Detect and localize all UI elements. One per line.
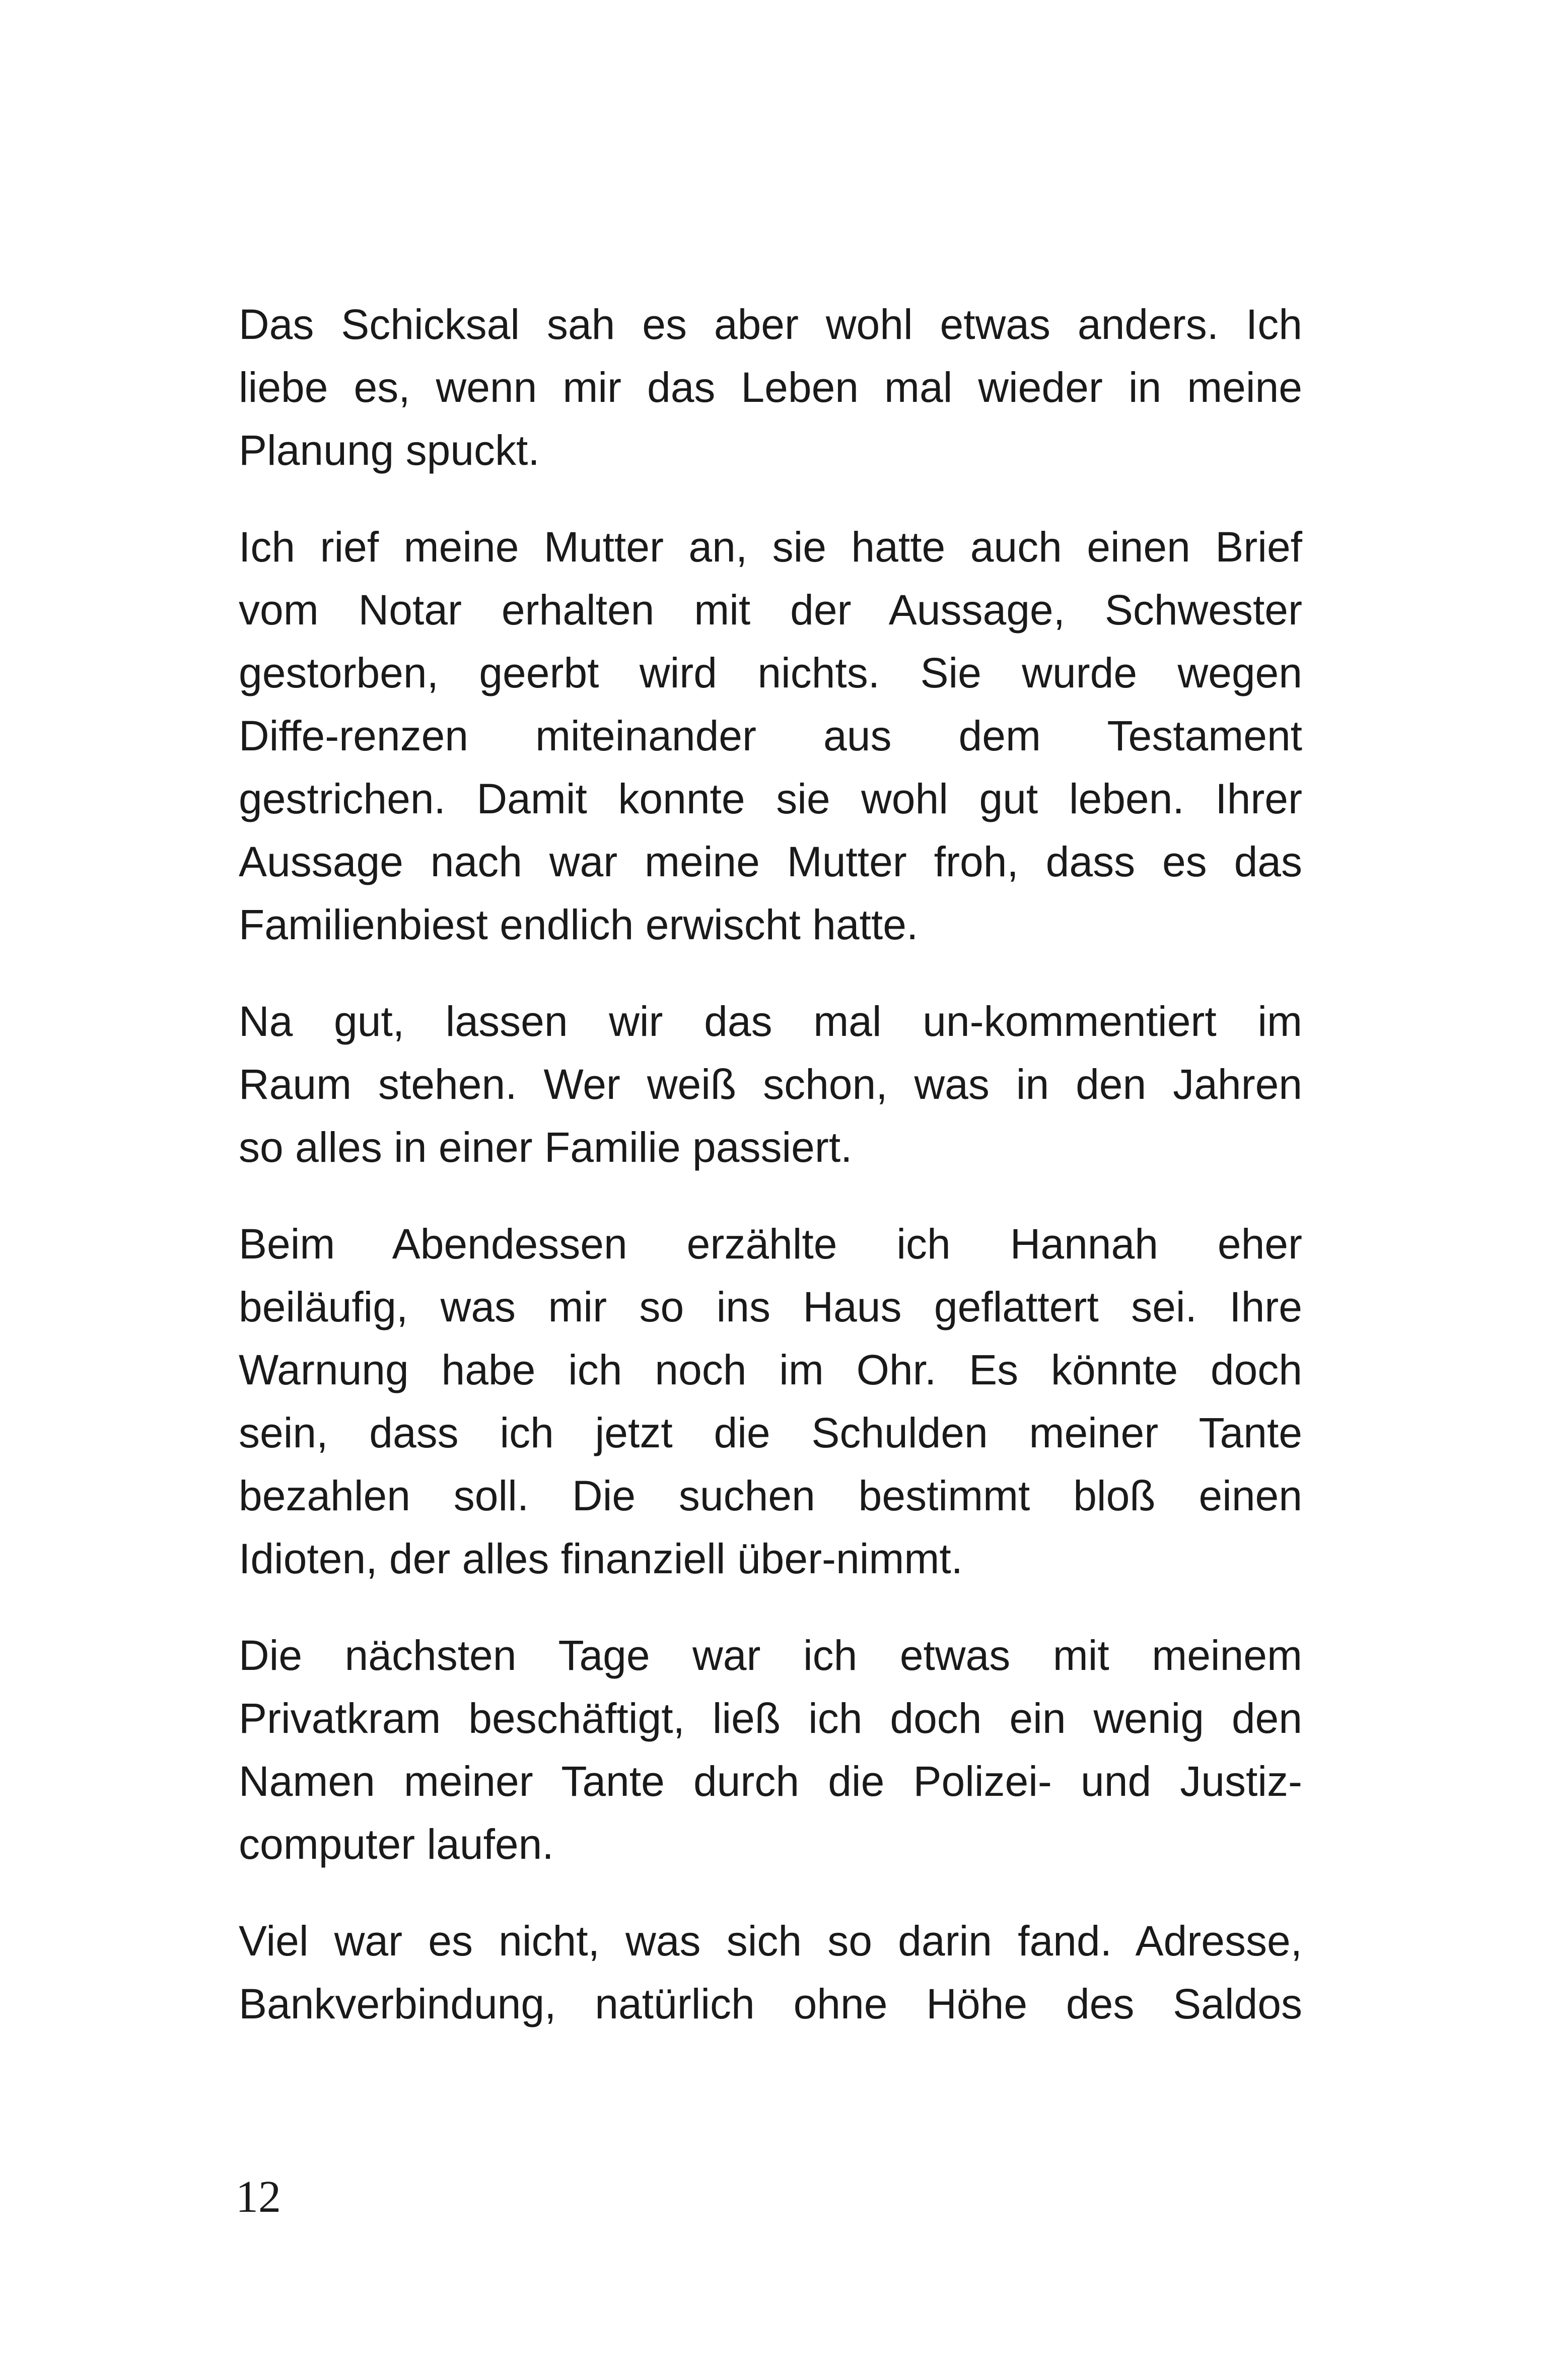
- text-line: Beim Abendessen erzählte ich Hannah eher: [239, 1220, 1302, 1268]
- text-line: Ich rief meine Mutter an, sie hatte auch einen Brief: [239, 523, 1302, 571]
- text-line: Na gut, lassen wir das mal un-kommentiert im: [239, 998, 1302, 1045]
- text-line: gestorben, geerbt wird nichts. Sie wurde wegen: [239, 649, 1302, 696]
- text-line: Raum stehen. Wer weiß schon, was in den Jahren: [239, 1061, 1302, 1108]
- text-line: Viel war es nicht, was sich so darin fand. Adresse,: [239, 1917, 1302, 1965]
- paragraph: [239, 293, 1302, 482]
- text-line: Aussage nach war meine Mutter froh, dass es das: [239, 838, 1302, 885]
- text-line: computer laufen.: [239, 1821, 554, 1868]
- text-line: Planung spuckt.: [239, 427, 540, 474]
- paragraph: [239, 1213, 1302, 1590]
- text-line: liebe es, wenn mir das Leben mal wieder in meine: [239, 364, 1302, 411]
- text-line: Bankverbindung, natürlich ohne Höhe des Saldos: [239, 1980, 1302, 2027]
- text-line: Das Schicksal sah es aber wohl etwas anders. Ich: [239, 301, 1302, 348]
- text-line: beiläufig, was mir so ins Haus geflattert sei. Ihre: [239, 1283, 1302, 1331]
- page-number: 12: [236, 2172, 281, 2222]
- text-line: Privatkram beschäftigt, ließ ich doch ein wenig den: [239, 1695, 1302, 1742]
- text-line: so alles in einer Familie passiert.: [239, 1124, 853, 1171]
- text-line: Die nächsten Tage war ich etwas mit meinem: [239, 1632, 1302, 1679]
- body-text: [239, 293, 1302, 2069]
- text-line: sein, dass ich jetzt die Schulden meiner Tante: [239, 1409, 1302, 1456]
- paragraph: [239, 990, 1302, 1179]
- text-line: Diffe-renzen miteinander aus dem Testament: [239, 712, 1302, 759]
- text-line: bezahlen soll. Die suchen bestimmt bloß einen: [239, 1472, 1302, 1519]
- paragraph: [239, 516, 1302, 956]
- text-line: Namen meiner Tante durch die Polizei- und Justiz-: [239, 1758, 1302, 1805]
- text-line: Warnung habe ich noch im Ohr. Es könnte doch: [239, 1346, 1302, 1393]
- paragraph: [239, 1910, 1302, 2036]
- text-line: Familienbiest endlich erwischt hatte.: [239, 901, 919, 948]
- paragraph: [239, 1624, 1302, 1876]
- text-line: gestrichen. Damit konnte sie wohl gut leben. Ihrer: [239, 775, 1302, 822]
- text-line: Idioten, der alles finanziell über-nimmt.: [239, 1535, 963, 1582]
- text-line: vom Notar erhalten mit der Aussage, Schwester: [239, 586, 1302, 634]
